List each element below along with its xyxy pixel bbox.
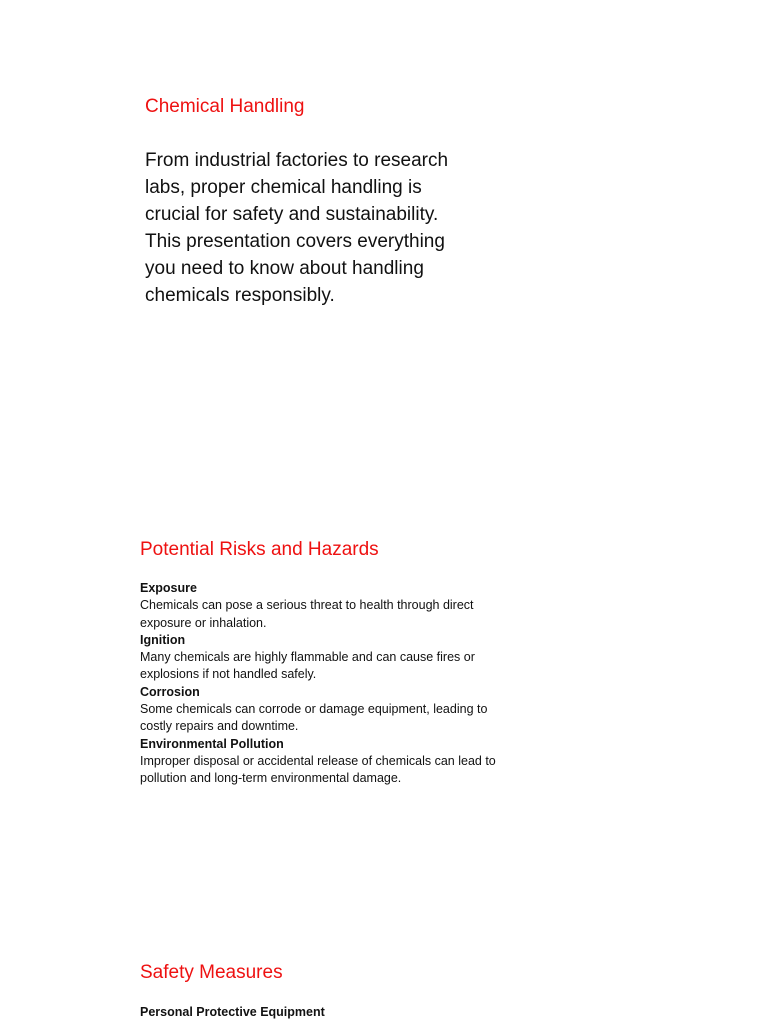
- chemical-handling-title: Chemical Handling: [145, 96, 305, 117]
- ppe-heading: Personal Protective Equipment: [140, 1005, 325, 1019]
- risk-text-exposure: Chemicals can pose a serious threat to health through direct exposure or inhalation.: [140, 598, 474, 630]
- risks-list: [140, 580, 500, 788]
- risk-text-ignition: Many chemicals are highly flammable and can cause fires or explosions if not handled safely.: [140, 650, 475, 682]
- risk-text-environmental-pollution: Improper disposal or accidental release of chemicals can lead to pollution and long-term environmental damage.: [140, 753, 496, 786]
- risk-heading-corrosion: Corrosion: [140, 684, 200, 699]
- risk-text-corrosion: Some chemicals can corrode or damage equipment, leading to costly repairs and downtime.: [140, 702, 488, 734]
- risk-heading-exposure: Exposure: [140, 581, 197, 595]
- risks-hazards-title: Potential Risks and Hazards: [140, 539, 379, 560]
- risk-heading-ignition: Ignition: [140, 632, 186, 647]
- intro-paragraph: From industrial factories to research labs, proper chemical handling is crucial for safety and sustainability. This presentation covers everything you need to know about handling chemicals responsibly.: [145, 150, 449, 306]
- safety-measures-title: Safety Measures: [140, 962, 283, 983]
- risk-heading-environmental-pollution: Environmental Pollution: [140, 736, 284, 751]
